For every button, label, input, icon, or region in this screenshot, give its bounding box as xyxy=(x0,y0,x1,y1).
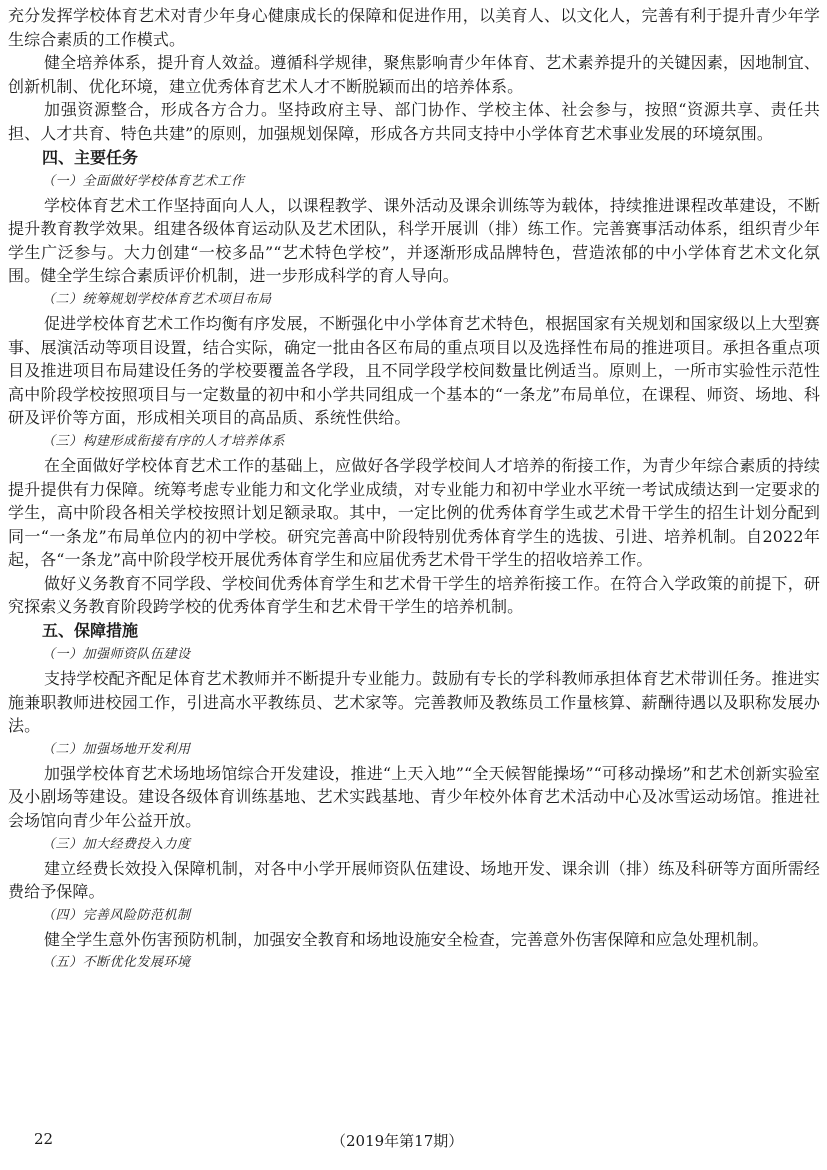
body-paragraph: 做好义务教育不同学段、学校间优秀体育学生和艺术骨干学生的培养衔接工作。在符合入学政策的前提下，研究探索义务教育阶段跨学校的优秀体育学生和艺术骨干学生的培养机制。 xyxy=(8,573,820,617)
body-paragraph: 加强学校体育艺术场地场馆综合开发建设，推进“上天入地”“全天候智能操场”“可移动操场”和艺术创新实验室及小剧场等建设。建设各级体育训练基地、艺术实践基地、青少年校外体育艺术活动中心及冰雪运动场馆。推进社会场馆向青少年公益开放。 xyxy=(8,763,820,831)
issue-label: （2019年第17期） xyxy=(331,1132,464,1150)
body-paragraph: 健全培养体系，提升育人效益。遵循科学规律，聚焦影响青少年体育、艺术素养提升的关键因素，因地制宜、创新机制、优化环境，建立优秀体育艺术人才不断脱颖而出的培养体系。 xyxy=(8,53,820,96)
subsection-heading: （二）统筹规划学校体育艺术项目布局 xyxy=(42,291,272,307)
subsection-heading: （二）加强场地开发利用 xyxy=(42,741,191,757)
body-paragraph: 充分发挥学校体育艺术对青少年身心健康成长的保障和促进作用，以美育人、以文化人，完善有利于提升青少年学生综合素质的工作模式。 xyxy=(8,6,820,49)
subsection-heading: （三）加大经费投入力度 xyxy=(42,836,191,852)
subsection-heading: （四）完善风险防范机制 xyxy=(42,907,191,923)
document-body xyxy=(0,4,820,975)
section-heading: 五、保障措施 xyxy=(42,621,139,641)
section-heading: 四、主要任务 xyxy=(42,147,139,167)
body-paragraph: 建立经费长效投入保障机制，对各中小学开展师资队伍建设、场地开发、课余训（排）练及科研等方面所需经费给予保障。 xyxy=(8,858,820,902)
body-paragraph: 促进学校体育艺术工作均衡有序发展，不断强化中小学体育艺术特色，根据国家有关规划和国家级以上大型赛事、展演活动等项目设置，结合实际，确定一批由各区布局的重点项目以及选择性布局的推进项目。承担各重点项目及推进项目布局建设任务的学校要覆盖各学段，且不同学段学校间数量比例适当。原则上，一所市实验性示范性高中阶段学校按照项目与一定数量的初中和小学共同组成一个基本的“一条龙”布局单位，在课程、师资、场地、科研及评价等方面，形成相关项目的高品质、系统性供给。 xyxy=(8,313,820,428)
body-paragraph: 支持学校配齐配足体育艺术教师并不断提升专业能力。鼓励有专长的学科教师承担体育艺术带训任务。推进实施兼职教师进校园工作，引进高水平教练员、艺术家等。完善教师及教练员工作量核算、薪酬待遇以及职称发展办法。 xyxy=(8,669,820,736)
body-paragraph: 加强资源整合，形成各方合力。坚持政府主导、部门协作、学校主体、社会参与，按照“资源共享、责任共担、人才共育、特色共建”的原则，加强规划保障，形成各方共同支持中小学体育艺术事业发展的环境氛围。 xyxy=(8,100,820,143)
subsection-heading: （三）构建形成衔接有序的人才培养体系 xyxy=(42,433,286,449)
page-number: 22 xyxy=(34,1130,54,1148)
body-paragraph: 学校体育艺术工作坚持面向人人，以课程教学、课外活动及课余训练等为载体，持续推进课程改革建设，不断提升教育教学效果。组建各级体育运动队及艺术团队，科学开展训（排）练工作。完善赛事活动体系，组织青少年学生广泛参与。大力创建“一校多品”“艺术特色学校”，并逐渐形成品牌特色，营造浓郁的中小学体育艺术文化氛围。健全学生综合素质评价机制，进一步形成科学的育人导向。 xyxy=(8,195,820,286)
page-footer xyxy=(0,1130,827,1152)
subsection-heading: （一）全面做好学校体育艺术工作 xyxy=(42,173,245,189)
body-paragraph: 在全面做好学校体育艺术工作的基础上，应做好各学段学校间人才培养的衔接工作，为青少年综合素质的持续提升提供有力保障。统筹考虑专业能力和文化学业成绩，对专业能力和初中学业水平统一考试成绩达到一定要求的学生，高中阶段各相关学校按照计划足额录取。其中，一定比例的优秀体育学生或艺术骨干学生的招生计划分配到同一“一条龙”布局单位内的初中学校。研究完善高中阶段特别优秀体育学生的选拔、引进、培养机制。自2022年起，各“一条龙”高中阶段学校开展优秀体育学生和应届优秀艺术骨干学生的招收培养工作。 xyxy=(8,455,820,570)
body-paragraph: 健全学生意外伤害预防机制，加强安全教育和场地设施安全检查，完善意外伤害保障和应急处理机制。 xyxy=(44,929,769,949)
subsection-heading: （一）加强师资队伍建设 xyxy=(42,647,191,663)
subsection-heading: （五）不断优化发展环境 xyxy=(42,955,191,971)
